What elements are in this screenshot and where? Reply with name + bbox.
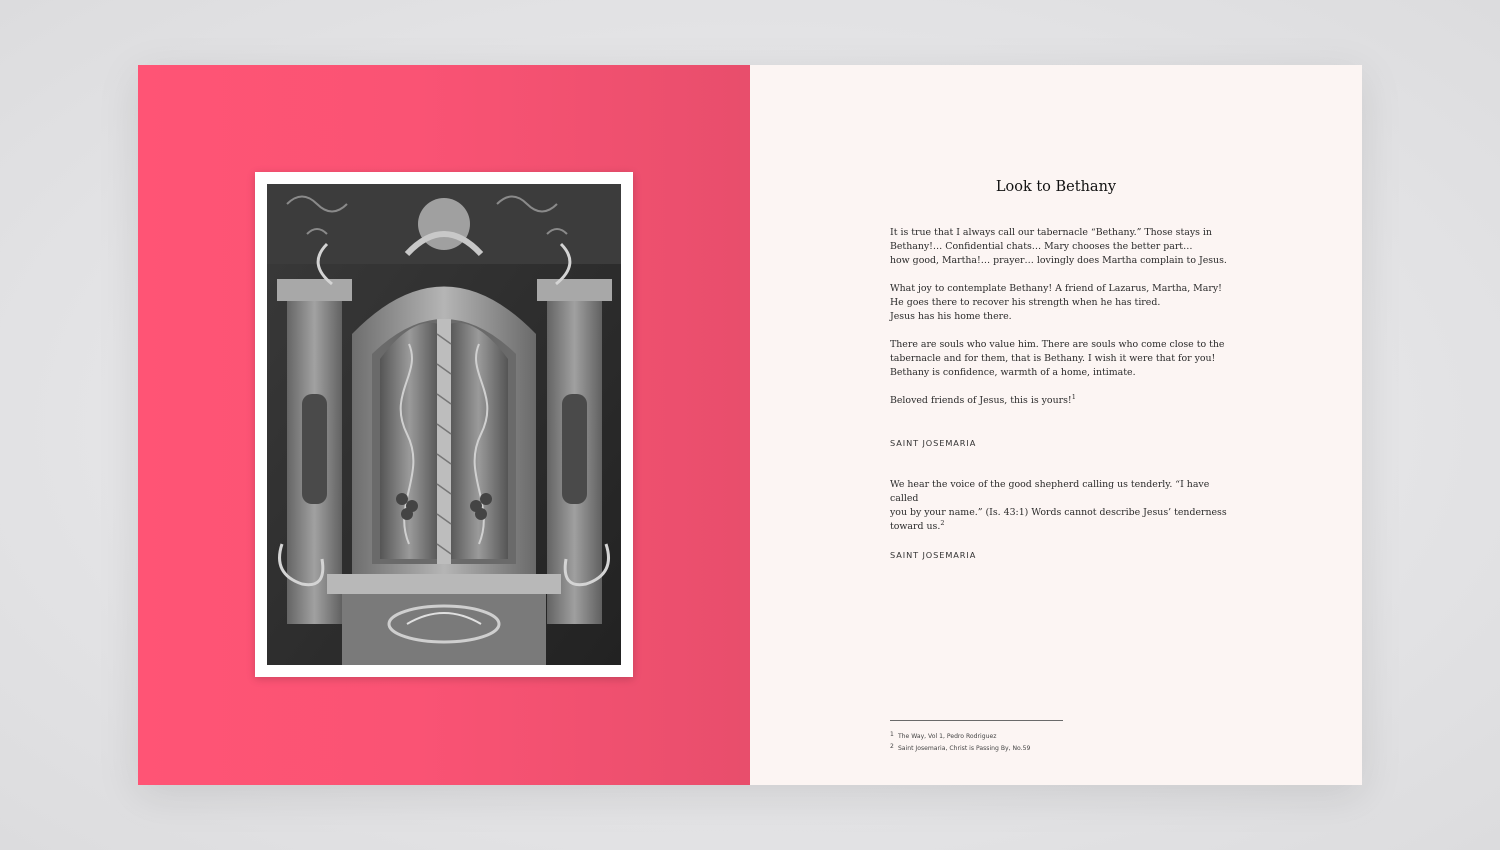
footnotes bbox=[890, 729, 1030, 753]
footnote-2 bbox=[890, 741, 1030, 753]
tabernacle-photo bbox=[267, 184, 621, 665]
attribution-1: SAINT JOSEMARIA bbox=[890, 438, 977, 448]
quote-1-paragraph-4 bbox=[890, 394, 1240, 408]
footnote-divider bbox=[890, 720, 1063, 721]
footnote-1-text: The Way, Vol 1, Pedro Rodriguez bbox=[897, 733, 997, 740]
book-spread bbox=[138, 65, 1362, 785]
quote-1-paragraph-3: There are souls who value him. There are souls who come close to the tabernacle and for them, that is Bethany. I wish it were that for you! Bethany is confidence, warmth of a home, intimate. bbox=[890, 339, 1225, 378]
left-page bbox=[138, 65, 750, 785]
quote-2 bbox=[890, 478, 1240, 548]
footnote-2-number: 2 bbox=[890, 743, 894, 750]
footnote-2-text: Saint Josemaria, Christ is Passing By, No.59 bbox=[897, 745, 1031, 752]
footnote-ref-2[interactable]: 2 bbox=[940, 519, 945, 527]
footnote-1 bbox=[890, 729, 1030, 741]
footnote-ref-1[interactable]: 1 bbox=[1071, 393, 1076, 401]
footnote-1-number: 1 bbox=[890, 731, 894, 738]
right-page bbox=[750, 65, 1362, 785]
photo-frame bbox=[255, 172, 633, 677]
quote-1-last-line: Beloved friends of Jesus, this is yours! bbox=[890, 395, 1072, 406]
quote-2-paragraph bbox=[890, 478, 1240, 534]
page-title: Look to Bethany bbox=[995, 179, 1117, 195]
quote-1-paragraph-1: It is true that I always call our tabernacle “Bethany.” Those stays in Bethany!… Confidential chats… Mary chooses the better part… how good, Martha!… prayer… lovingly does Martha complain to Jesus. bbox=[890, 227, 1227, 266]
attribution-2: SAINT JOSEMARIA bbox=[890, 550, 977, 560]
quote-2-text: We hear the voice of the good shepherd calling us tenderly. “I have called you by your name.” (Is. 43:1) Words cannot describe Jesus’ tenderness toward us. bbox=[890, 479, 1227, 532]
quote-1-paragraph-2: What joy to contemplate Bethany! A friend of Lazarus, Martha, Mary! He goes there to recover his strength when he has tired. Jesus has his home there. bbox=[890, 283, 1222, 322]
quote-1 bbox=[890, 226, 1240, 422]
